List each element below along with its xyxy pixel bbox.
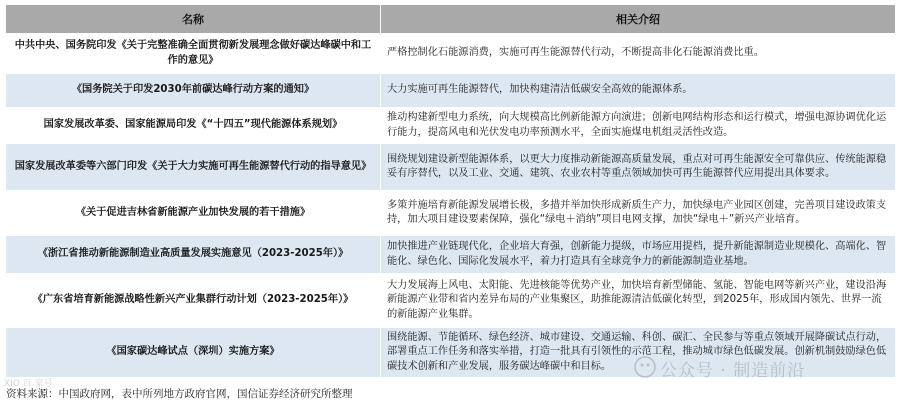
policy-description-cell: 严格控制化石能源消费，实施可再生能源替代行动，不断提高非化石能源消费比重。	[381, 34, 896, 74]
table-row	[6, 144, 896, 191]
policy-name-cell: 《浙江省推动新能源制造业高质量发展实施意见（2023-2025年）》	[6, 236, 381, 274]
policy-name-cell: 《关于促进吉林省新能源产业加快发展的若干措施》	[6, 191, 381, 236]
policy-description-cell: 多策并施培育新能源发展增长极，多措并举加快形成新质生产力，加快绿电产业园区创建，完善项目建设政策支持，加大项目建设要素保障，强化“绿电＋消纳”项目电网支撑，加快“绿电＋”新兴产业培育。	[381, 191, 896, 236]
table-row	[6, 236, 896, 274]
policy-table	[5, 4, 896, 378]
policy-name-cell: 国家发展改革委、国家能源局印发《“十四五”现代能源体系规划》	[6, 108, 381, 144]
policy-table-container	[5, 4, 895, 378]
policy-description-cell: 大力实施可再生能源替代，加快构建清洁低碳安全高效的能源体系。	[381, 74, 896, 108]
table-row	[6, 34, 896, 74]
column-header-description: 相关介绍	[381, 5, 896, 34]
table-row	[6, 274, 896, 328]
watermark-small-text: XIO 百 家号	[4, 379, 53, 389]
table-row	[6, 191, 896, 236]
watermark-text: 公众号 · 制造前沿	[660, 361, 806, 381]
policy-name-cell: 中共中央、国务院印发《关于完整准确全面贯彻新发展理念做好碳达峰碳中和工作的意见》	[6, 34, 381, 74]
policy-name-cell: 国家发展改革委等六部门印发《关于大力实施可再生能源替代行动的指导意见》	[6, 144, 381, 191]
table-row	[6, 74, 896, 108]
policy-description-cell: 推动构建新型电力系统，向大规模高比例新能源方向演进；创新电网结构形态和运行模式，增强电源协调优化运行能力，提高风电和光伏发电功率预测水平，全面实施煤电机组灵活性改造。	[381, 108, 896, 144]
table-row	[6, 108, 896, 144]
policy-name-cell: 《广东省培育新能源战略性新兴产业集群行动计划（2023-2025年）》	[6, 274, 381, 328]
policy-description-cell: 围绕能源、节能循环、绿色经济、城市建设、交通运输、科创、碳汇、全民参与等重点领域开展降碳试点行动，部署重点工作任务和落实举措，打造一批具有引领性的示范工程，推动城市绿色低碳发展。创新机制鼓励绿色低碳技术创新和产业发展，服务碳达峰碳中和目标。	[381, 328, 896, 378]
column-header-name: 名称	[6, 5, 381, 34]
policy-description-cell: 大力发展海上风电、太阳能、先进核能等优势产业，加快培育新型储能、氢能、智能电网等新兴产业，建设沿海新能源产业带和省内差异布局的产业集聚区，助推能源清洁低碳化转型，到2025年，形成国内领先、世界一流的新能源产业集群。	[381, 274, 896, 328]
policy-name-cell: 《国务院关于印发2030年前碳达峰行动方案的通知》	[6, 74, 381, 108]
table-header-row	[6, 5, 896, 34]
wechat-logo-icon	[634, 356, 656, 378]
policy-description-cell: 围绕规划建设新型能源体系，以更大力度推动新能源高质量发展，重点对可再生能源安全可靠供应、传统能源稳妥有序替代，以及工业、交通、建筑、农业农村等重点领域加快可再生能源替代应用提出具体要求。	[381, 144, 896, 191]
source-note: 资料来源：中国政府网，表中所列地方政府官网，国信证券经济研究所整理	[6, 388, 353, 400]
policy-name-cell: 《国家碳达峰试点（深圳）实施方案》	[6, 328, 381, 378]
policy-description-cell: 加快推进产业链现代化，企业培大育强，创新能力提级，市场应用提档，提升新能源制造业规模化、高端化、智能化、绿色化、国际化发展水平，着力打造具有全球竞争力的新能源制造业基地。	[381, 236, 896, 274]
